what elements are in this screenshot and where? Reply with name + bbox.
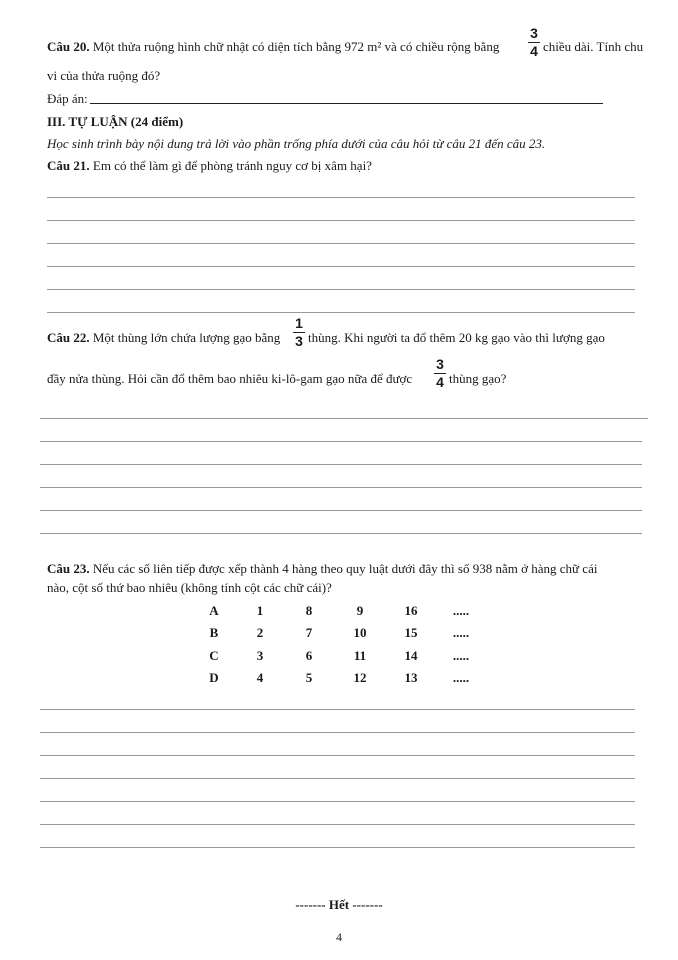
q21-writing-line [47, 266, 635, 267]
table-row [197, 645, 491, 667]
q20-fraction [527, 26, 541, 59]
table-cell: 10 [353, 625, 367, 641]
q21-writing-line [47, 243, 635, 244]
table-cell: 3 [256, 647, 264, 663]
q21-writing-line [47, 220, 635, 221]
q23-writing-line [40, 755, 635, 756]
q22-fraction-1 [292, 316, 306, 349]
row-letter: B [209, 625, 219, 641]
table-cell-ellipsis: ..... [452, 625, 470, 641]
q23-writing-line [40, 824, 635, 825]
q20-answer-label: Đáp án: [47, 91, 88, 106]
table-cell-ellipsis: ..... [452, 670, 470, 686]
q22-frac2-num: 3 [436, 356, 444, 372]
q20-text-a: Một thửa ruộng hình chữ nhật có diện tích bằng 972 m² và có chiều rộng bằng [92, 39, 500, 54]
q21-writing-line [47, 197, 635, 198]
q23-line1 [47, 561, 597, 577]
table-cell: 13 [404, 670, 418, 686]
q22-text-c: đầy nửa thùng. Hỏi cần đổ thêm bao nhiêu ki-lô-gam gạo nữa để được [47, 371, 413, 386]
table-cell: 7 [305, 625, 313, 641]
table-cell-ellipsis: ..... [452, 603, 470, 619]
q22-writing-line [40, 533, 642, 534]
q22-label: Câu 22. [47, 330, 90, 345]
q22-frac1-num: 1 [295, 315, 303, 331]
q23-text-b: nào, cột số thứ bao nhiêu (không tính cột các chữ cái)? [47, 580, 332, 595]
q22-writing-line [40, 441, 642, 442]
table-cell: 8 [305, 603, 313, 619]
q22-writing-line [40, 464, 642, 465]
table-cell: 4 [256, 670, 264, 686]
table-cell: 15 [404, 625, 418, 641]
table-cell-ellipsis: ..... [452, 647, 470, 663]
q22-fraction-2 [433, 357, 447, 390]
table-cell: 11 [353, 647, 367, 663]
q23-writing-line [40, 847, 635, 848]
q20-answer-line [90, 103, 603, 104]
table-cell: 6 [305, 647, 313, 663]
q22-writing-line [40, 418, 648, 419]
page-number: 4 [336, 930, 342, 944]
table-cell: 9 [356, 603, 364, 619]
q22-text-d: thùng gạo? [449, 371, 507, 386]
table-cell: 14 [404, 647, 418, 663]
q23-writing-line [40, 732, 635, 733]
q21-label: Câu 21. [47, 158, 90, 173]
table-cell: 2 [256, 625, 264, 641]
q21-text: Em có thể làm gì để phòng tránh nguy cơ bị xâm hại? [92, 158, 372, 173]
q22-text-b: thùng. Khi người ta đổ thêm 20 kg gạo vào thì lượng gạo [308, 330, 605, 345]
q22-writing-line [40, 510, 642, 511]
q23-text-a: Nếu các số liên tiếp được xếp thành 4 hàng theo quy luật dưới đây thì số 938 nằm ở hàng chữ cái [92, 561, 598, 576]
q21-line [47, 158, 372, 174]
section-title: III. TỰ LUẬN (24 điểm) [47, 114, 184, 129]
table-row [197, 600, 491, 622]
q20-text-b: chiều dài. Tính chu [543, 39, 644, 54]
table-row [197, 622, 491, 644]
table-row [197, 667, 491, 689]
q23-writing-line [40, 709, 635, 710]
q22-writing-line [40, 487, 642, 488]
q23-writing-line [40, 778, 635, 779]
q20-line1 [47, 39, 499, 55]
q20-frac-den: 4 [530, 43, 538, 59]
q20-label: Câu 20. [47, 39, 90, 54]
q23-writing-line [40, 801, 635, 802]
table-cell: 1 [256, 603, 264, 619]
row-letter: A [209, 603, 219, 619]
q23-label: Câu 23. [47, 561, 90, 576]
q22-text-a: Một thùng lớn chứa lượng gạo bằng [92, 330, 281, 345]
table-cell: 12 [353, 670, 367, 686]
q21-writing-line [47, 289, 635, 290]
row-letter: D [209, 670, 219, 686]
q23-sequence-table [197, 600, 491, 689]
end-marker: ------- Hết ------- [295, 897, 383, 912]
q21-writing-line [47, 312, 635, 313]
q22-frac2-den: 4 [436, 374, 444, 390]
table-cell: 16 [404, 603, 418, 619]
q22-line1 [47, 330, 280, 346]
q22-frac1-den: 3 [295, 333, 303, 349]
section-instruction: Học sinh trình bày nội dung trả lời vào phần trống phía dưới của câu hỏi từ câu 21 đến câu 23. [47, 136, 546, 151]
q20-text-c: vi của thửa ruộng đó? [47, 68, 161, 83]
q20-frac-num: 3 [530, 25, 538, 41]
row-letter: C [209, 647, 219, 663]
table-cell: 5 [305, 670, 313, 686]
